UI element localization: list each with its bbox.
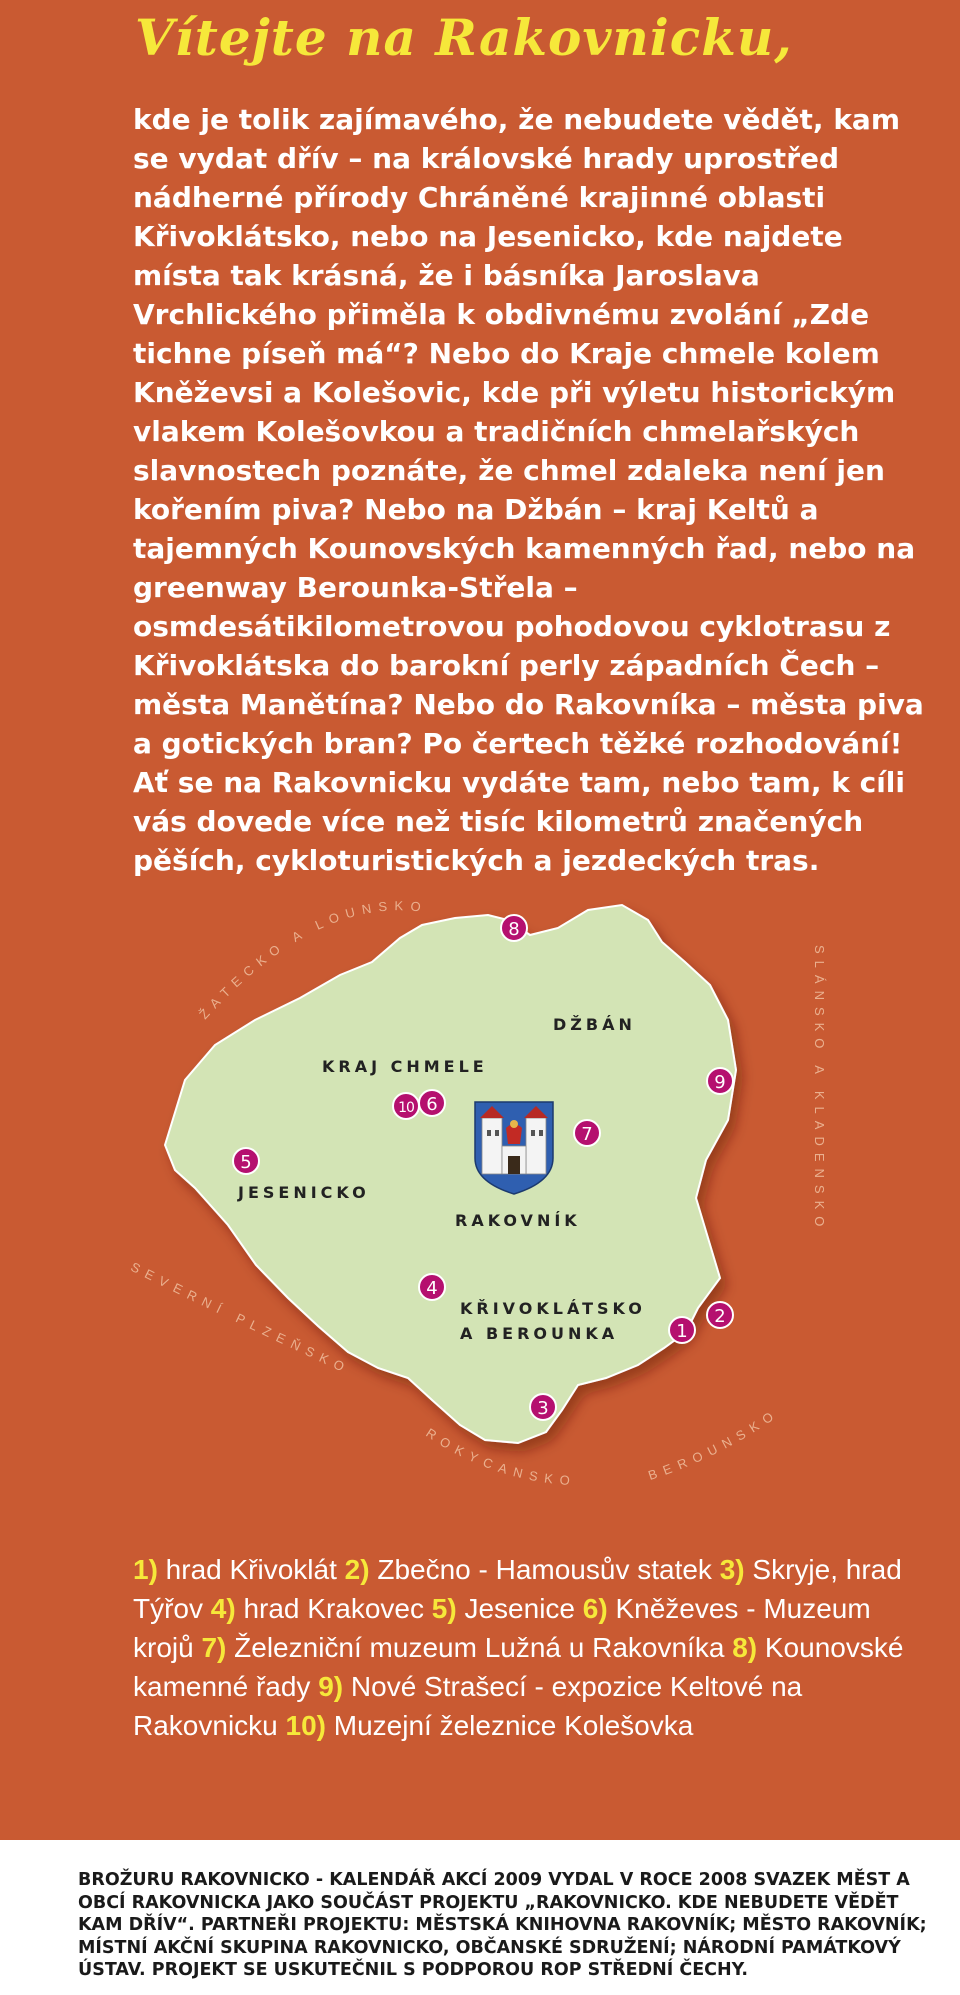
legend-text-5: Jesenice [456, 1593, 583, 1624]
legend-num-6: 6) [582, 1593, 608, 1624]
legend-num-10: 10) [285, 1710, 326, 1741]
map-marker-4[interactable] [419, 1274, 445, 1300]
region-label-berounka: A BEROUNKA [460, 1324, 619, 1343]
legend-text-9: Nové Strašecí - expozice Keltové na Rakovnicku [133, 1671, 803, 1741]
legend-text-10: Muzejní železnice Kolešovka [325, 1710, 694, 1741]
svg-text:7: 7 [581, 1124, 593, 1145]
legend-num-1: 1) [133, 1554, 158, 1585]
svg-text:8: 8 [508, 919, 520, 940]
legend-text-7: Železniční muzeum Lužná u Rakovníka [226, 1632, 733, 1663]
region-label-dzban: DŽBÁN [553, 1015, 636, 1034]
map-marker-5[interactable] [233, 1148, 259, 1174]
legend-num-7: 7) [201, 1632, 227, 1663]
region-map [110, 880, 870, 1530]
neighbor-label-plzensko: SEVERNÍ PLZEŇSKO [128, 1259, 354, 1378]
region-label-rakovnik: RAKOVNÍK [455, 1211, 581, 1230]
map-marker-8[interactable] [501, 915, 527, 941]
map-marker-1[interactable] [669, 1317, 695, 1343]
footer-box [0, 1840, 960, 1995]
map-marker-3[interactable] [530, 1394, 556, 1420]
svg-text:1: 1 [676, 1321, 688, 1342]
neighbor-label-zatecko: ŽATECKO A LOUNSKO [196, 898, 429, 1022]
region-label-kraj-chmele: KRAJ CHMELE [322, 1057, 488, 1076]
coat-of-arms-icon [475, 1102, 553, 1194]
neighbor-label-rokycansko: ROKYCANSKO [423, 1425, 578, 1489]
map-marker-9[interactable] [707, 1068, 733, 1094]
svg-text:3: 3 [537, 1398, 549, 1419]
neighbor-label-slansko: SLÁNSKO A KLADENSKO [812, 945, 827, 1234]
legend-num-5: 5) [431, 1593, 457, 1624]
svg-text:9: 9 [714, 1072, 726, 1093]
region-label-krivoklatsko: KŘIVOKLÁTSKO [460, 1299, 646, 1318]
region-map-svg [110, 880, 870, 1530]
map-marker-10[interactable] [393, 1093, 419, 1119]
svg-text:4: 4 [426, 1278, 438, 1299]
footer-credits: BROŽURU RAKOVNICKO - KALENDÁŘ AKCÍ 2009 VYDAL V ROCE 2008 SVAZEK MĚST A OBCÍ RAKOVNICKA JAKO SOUČÁST PROJEKTU „RAKOVNICKO. KDE NEBUDETE VĚDĚT KAM DŘÍV“. PARTNEŘI PROJEKTU: MĚSTSKÁ KNIHOVNA RAKOVNÍK; MĚSTO RAKOVNÍK; MÍSTNÍ AKČNÍ SKUPINA RAKOVNICKO, OBČANSKÉ SDRUŽENÍ; NÁRODNÍ PAMÁTKOVÝ ÚSTAV. PROJEKT SE USKUTEČNIL S PODPOROU ROP STŘEDNÍ ČECHY. [78, 1870, 927, 1980]
legend-text-1: hrad Křivoklát [157, 1554, 345, 1585]
places-legend [133, 1550, 933, 1745]
svg-text:2: 2 [714, 1306, 726, 1327]
intro-paragraph: kde je tolik zajímavého, že nebudete vědět, kam se vydat dřív – na královské hrady uprostřed nádherné přírody Chráněné krajinné oblasti Křivoklátsko, nebo na Jesenicko, kde najdete místa tak krásná, že i básníka Jaroslava Vrchlického přiměla k obdivnému zvolání „Zde tichne píseň má“? Nebo do Kraje chmele kolem Kněževsi a Kolešovic, kde při výletu historickým vlakem Kolešovkou a tradičních chmelařských slavnostech poznáte, že chmel zdaleka není jen kořením piva? Nebo na Džbán – kraj Keltů a tajemných Kounovských kamenných řad, nebo na greenway Berounka-Střela – osmdesátikilometrovou pohodovou cyklotrasu z Křivoklátska do barokní perly západních Čech – města Manětína? Nebo do Rakovníka – města piva a gotických bran? Po čertech těžké rozhodování! Ať se na Rakovnicku vydáte tam, nebo tam, k cíli vás dovede více než tisíc kilometrů značených pěších, cykloturistických a jezdeckých tras. [133, 103, 924, 877]
map-marker-6[interactable] [419, 1090, 445, 1116]
legend-text-6: Kněževes - Muzeum krojů [133, 1593, 871, 1663]
legend-num-3: 3) [719, 1554, 745, 1585]
svg-text:6: 6 [426, 1094, 438, 1115]
legend-text-8: Kounovské kamenné řady [133, 1632, 904, 1702]
legend-text-3: Skryje, hrad Týřov [133, 1554, 902, 1624]
map-marker-2[interactable] [707, 1302, 733, 1328]
svg-text:5: 5 [240, 1152, 252, 1173]
legend-text-2: Zbečno - Hamousův statek [369, 1554, 720, 1585]
legend-num-2: 2) [344, 1554, 370, 1585]
legend-num-4: 4) [210, 1593, 236, 1624]
map-marker-7[interactable] [574, 1120, 600, 1146]
neighbor-label-berounsko: BEROUNSKO [646, 1405, 782, 1483]
region-label-jesenicko: JESENICKO [238, 1183, 370, 1202]
page-title: Vítejte na Rakovnicku, [135, 8, 793, 67]
legend-num-9: 9) [318, 1671, 344, 1702]
legend-text-4: hrad Krakovec [235, 1593, 432, 1624]
legend-num-8: 8) [732, 1632, 758, 1663]
svg-text:10: 10 [398, 1100, 414, 1116]
